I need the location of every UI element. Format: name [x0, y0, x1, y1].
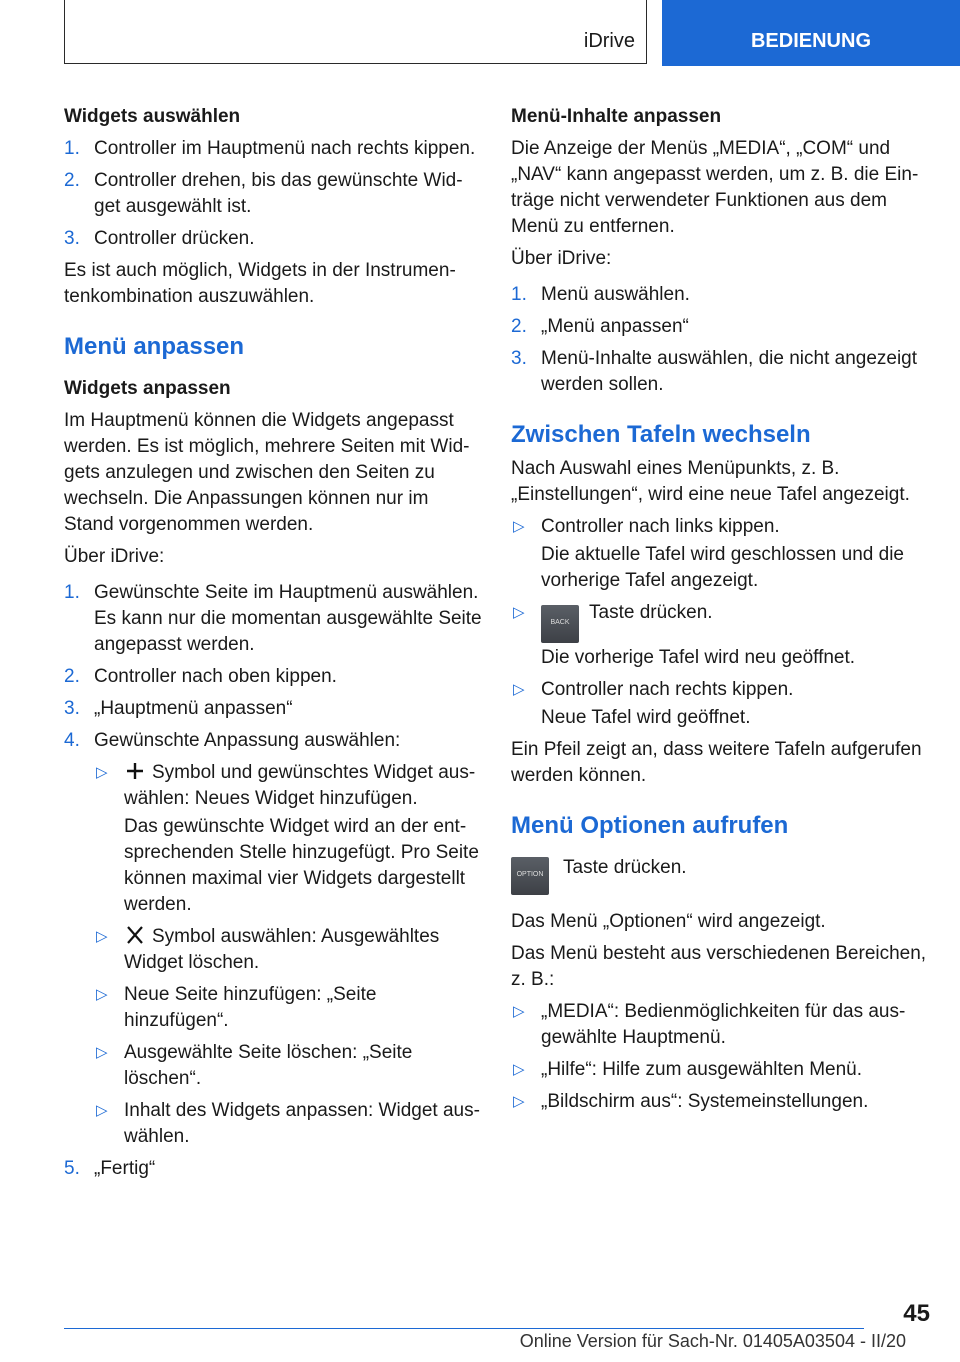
- triangle-bullet-icon: ▷: [96, 1102, 108, 1119]
- list-item: ▷ Ausgewählte Seite löschen: „Seite löschen“.: [96, 1042, 413, 1089]
- option-button-icon: OPTION: [511, 857, 549, 895]
- list-item: 3. Controller drücken.: [64, 228, 255, 249]
- triangle-bullet-icon: ▷: [513, 1093, 525, 1110]
- triangle-bullet-icon: ▷: [96, 764, 108, 781]
- widgets-select-note: Es ist auch möglich, Widgets in der Instrumentenkombination auszuwählen.: [64, 260, 456, 307]
- triangle-bullet-icon: ▷: [513, 1003, 525, 1020]
- widgets-select-heading: Widgets auswählen: [64, 106, 241, 127]
- plus-icon: [124, 762, 146, 780]
- right-tilt-continuation: Neue Tafel wird geöffnet.: [541, 707, 751, 728]
- options-shown-text: Das Menü „Optionen“ wird angezeigt.: [511, 911, 826, 932]
- page-number: 45: [903, 1300, 930, 1327]
- list-item: 1. Gewünschte Seite im Hauptmenü auswählen. Es kann nur die momentan ausgewählte Seite angepasst werden.: [64, 582, 482, 655]
- switch-panels-heading: Zwischen Tafeln wechseln: [511, 421, 811, 448]
- widgets-adjust-heading: Widgets anpassen: [64, 378, 231, 399]
- via-idrive-label: Über iDrive:: [64, 546, 165, 567]
- close-icon: [124, 926, 146, 944]
- option-button-row: [511, 855, 931, 897]
- widgets-select-steps: [64, 136, 482, 252]
- triangle-bullet-icon: ▷: [513, 1061, 525, 1078]
- header-section: iDrive: [583, 30, 635, 52]
- list-item: 2. Controller nach oben kippen.: [64, 666, 337, 687]
- options-sections-text: Das Menü besteht aus verschiedenen Bereichen, z. B.:: [511, 943, 927, 990]
- arrow-note: Ein Pfeil zeigt an, dass weitere Tafeln aufgerufen werden können.: [511, 739, 922, 786]
- list-item: ▷ „Bildschirm aus“: Systemeinstellungen.: [511, 1089, 931, 1115]
- list-item: 2. Controller drehen, bis das gewünschte Widget ausgewählt ist.: [64, 170, 463, 217]
- list-item: ▷ „Hilfe“: Hilfe zum ausgewählten Menü.: [511, 1057, 931, 1083]
- footer-text: Online Version für Sach-Nr. 01405A03504 - II/20: [519, 1331, 906, 1351]
- menu-adjust-heading: Menü anpassen: [64, 333, 245, 360]
- list-item: 1. Menü auswählen.: [511, 284, 690, 305]
- list-item: 2. „Menü anpassen“: [511, 316, 689, 337]
- menu-content-steps: [511, 282, 931, 398]
- list-item: 1. Controller im Hauptmenü nach rechts kippen.: [64, 138, 476, 159]
- options-list: [511, 999, 931, 1115]
- list-item: 5. „Fertig“: [64, 1158, 156, 1179]
- triangle-bullet-icon: ▷: [513, 681, 525, 698]
- list-item: 3. „Hauptmenü anpassen“: [64, 698, 293, 719]
- list-item: 3. Menü-Inhalte auswählen, die nicht angezeigt werden sollen.: [511, 348, 918, 395]
- list-item: ▷ Inhalt des Widgets anpassen: Widget auswählen.: [96, 1100, 480, 1147]
- menu-content-heading: Menü-Inhalte anpassen: [511, 106, 722, 127]
- triangle-bullet-icon: ▷: [96, 1044, 108, 1061]
- list-item: ▷ Neue Seite hinzufügen: „Seite hinzufügen“.: [96, 984, 377, 1031]
- list-item: ▷ Controller nach links kippen. Die aktuelle Tafel wird geschlossen und die vorherige Tafel angezeigt.: [511, 514, 931, 594]
- list-item: ▷ Symbol auswählen: Ausgewähltes Widget löschen.: [96, 926, 440, 973]
- options-press-text: Taste drücken.: [563, 857, 687, 878]
- switch-panels-text: Nach Auswahl eines Menüpunkts, z. B. „Einstellungen“, wird eine neue Tafel angezeigt.: [511, 458, 910, 505]
- via-idrive-label: Über iDrive:: [511, 248, 612, 269]
- adjust-options: [94, 760, 482, 1150]
- triangle-bullet-icon: ▷: [513, 518, 525, 535]
- widgets-adjust-text: Im Hauptmenü können die Widgets angepasst werden. Es ist möglich, mehrere Seiten mit Widgets anzulegen und zwischen den Seiten zu wechseln. Die Anpassungen können nur im Stand vorgenommen werden.: [64, 410, 470, 535]
- triangle-bullet-icon: ▷: [96, 986, 108, 1003]
- plus-continuation: Das gewünschte Widget wird an der entsprechenden Stelle hinzugefügt. Pro Seite können maximal vier Widgets dargestellt werden.: [124, 816, 479, 915]
- left-tilt-continuation: Die aktuelle Tafel wird geschlossen und die vorherige Tafel angezeigt.: [541, 544, 904, 591]
- list-item: ▷ BACK Taste drücken. Die vorherige Tafel wird neu geöffnet.: [511, 600, 931, 671]
- list-item: ▷ Controller nach rechts kippen. Neue Tafel wird geöffnet.: [511, 677, 931, 731]
- list-item: ▷ „MEDIA“: Bedienmöglichkeiten für das ausgewählte Hauptmenü.: [513, 1001, 906, 1048]
- options-heading: Menü Optionen aufrufen: [511, 812, 789, 839]
- triangle-bullet-icon: ▷: [96, 928, 108, 945]
- menu-content-text: Die Anzeige der Menüs „MEDIA“, „COM“ und „NAV“ kann angepasst werden, um z. B. die Einträge nicht verwendeter Funktionen aus dem Menü zu entfernen.: [511, 138, 919, 237]
- header-chapter-tab: BEDIENUNG: [662, 0, 960, 66]
- switch-panels-list: [511, 514, 931, 731]
- list-item: 4. Gewünschte Anpassung auswählen: ▷ Symbol und gewünschtes Widget auswählen: Neues Widget hinzufügen. Das gewünschte Widget wird an der entsprechenden Stelle hinzugefügt. Pro Seite können maximal vier Widgets dargestellt werden. ▷ Symbol auswählen: Ausgewähltes Widget löschen. ▷ Neue Seite hinzufügen: „Seite hinzufügen“. ▷ Ausgewählte Seite löschen: „Seite löschen“. ▷ Inhalt des Widgets anpassen: Widget auswählen.: [64, 728, 482, 1150]
- adjust-steps: [64, 580, 482, 1182]
- page-header: [0, 0, 960, 66]
- left-column: [64, 104, 482, 1188]
- triangle-bullet-icon: ▷: [513, 604, 525, 621]
- header-frame: [64, 0, 647, 64]
- footer-divider: [64, 1328, 864, 1329]
- back-button-icon: BACK: [541, 605, 579, 643]
- back-continuation: Die vorherige Tafel wird neu geöffnet.: [541, 647, 856, 668]
- right-column: [511, 104, 931, 1121]
- list-item: ▷ Symbol und gewünschtes Widget auswählen: Neues Widget hinzufügen. Das gewünschte Widget wird an der entsprechenden Stelle hinzugefügt. Pro Seite können maximal vier Widgets dargestellt werden.: [94, 760, 482, 918]
